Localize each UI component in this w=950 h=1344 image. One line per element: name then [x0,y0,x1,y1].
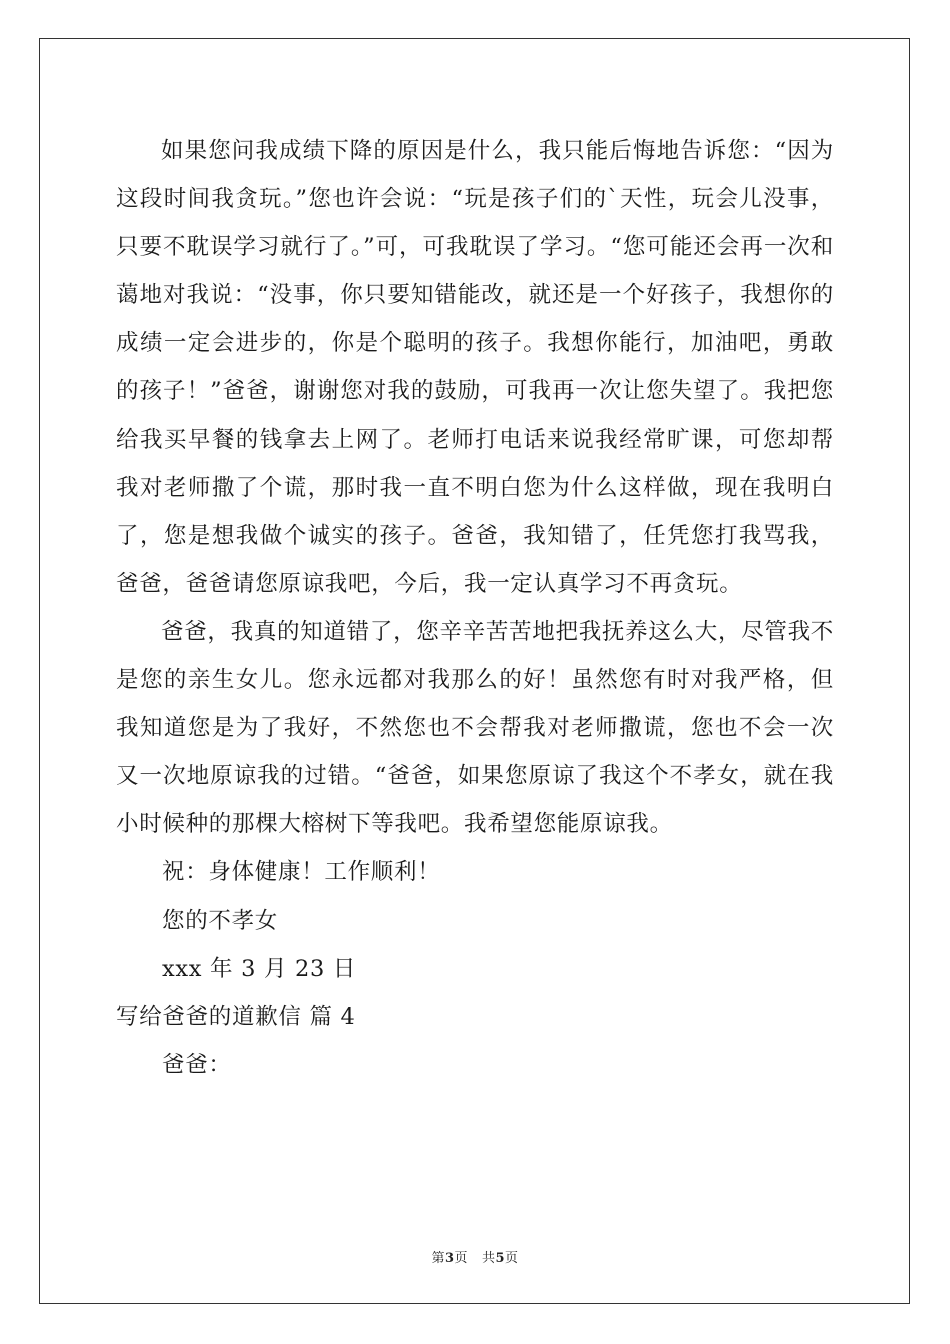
page-footer [0,1247,950,1266]
paragraph-1: 如果您问我成绩下降的原因是什么，我只能后悔地告诉您：“因为这段时间我贪玩。”您也许会说：“玩是孩子们的`天性，玩会儿没事，只要不耽误学习就行了。”可，可我耽误了学习。“您可能还会再一次和蔼地对我说：“没事，你只要知错能改，就还是一个好孩子，我想你的成绩一定会进步的，你是个聪明的孩子。我想你能行，加油吧，勇敢的孩子！”爸爸，谢谢您对我的鼓励，可我再一次让您失望了。我把您给我买早餐的钱拿去上网了。老师打电话来说我经常旷课，可您却帮我对老师撒了个谎，那时我一直不明白您为什么这样做，现在我明白了，您是想我做个诚实的孩子。爸爸，我知错了，任凭您打我骂我，爸爸，爸爸请您原谅我吧，今后，我一定认真学习不再贪玩。 [116,138,834,597]
footer-middle: 页 共 [454,1251,496,1266]
total-page-count: 5 [495,1251,505,1266]
paragraph-2: 爸爸，我真的知道错了，您辛辛苦苦地把我抚养这么大，尽管我不是您的亲生女儿。您永远都对我那么的好！虽然您有时对我严格，但我知道您是为了我好，不然您也不会帮我对老师撒谎，您也不会一次又一次地原谅我的过错。“爸爸，如果您原谅了我这个不孝女，就在我小时候种的那棵大榕树下等我吧。我希望您能原谅我。 [116,618,834,838]
closing-wish: 祝：身体健康！工作顺利！ [162,859,441,886]
section-title: 写给爸爸的道歉信 篇 4 [116,1003,356,1030]
signature: 您的不孝女 [162,907,279,934]
greeting: 爸爸： [162,1051,232,1078]
current-page-number: 3 [445,1251,455,1266]
letter-date: xxx 年 3 月 23 日 [162,955,357,982]
footer-prefix: 第 [431,1251,445,1266]
document-body [116,127,834,1089]
footer-suffix: 页 [505,1251,519,1266]
